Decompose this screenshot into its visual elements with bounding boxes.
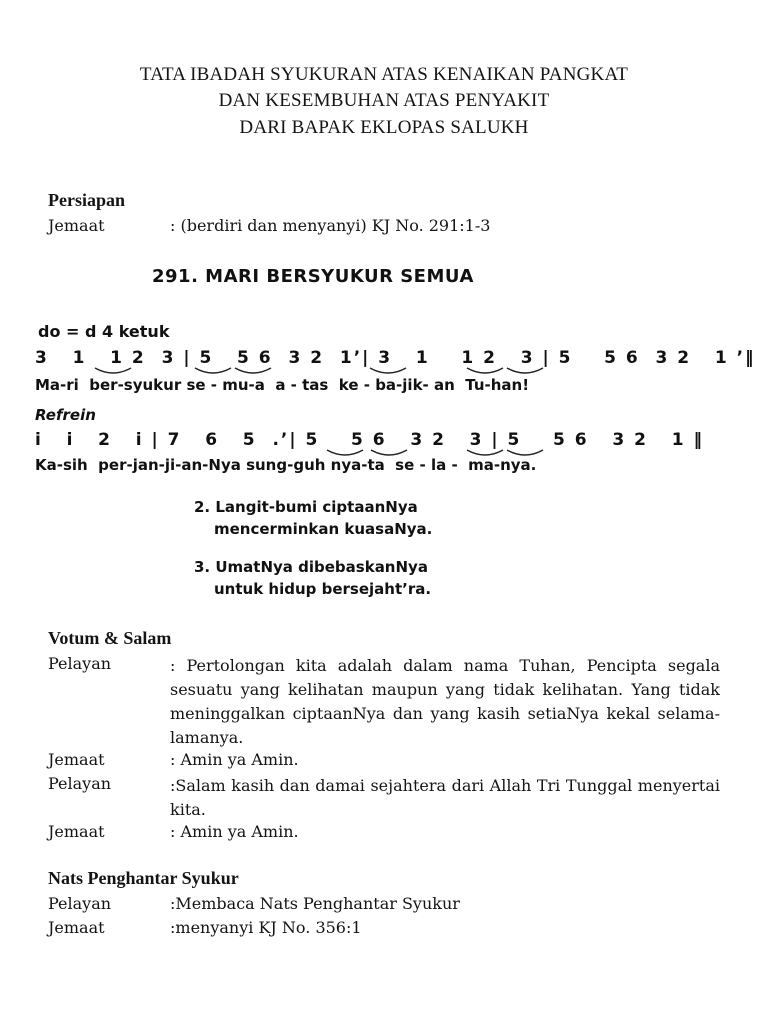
section-heading-nats: Nats Penghantar Syukur (48, 868, 239, 888)
role-label: Jemaat (48, 918, 105, 937)
slur-marks-line-1 (35, 364, 595, 404)
hymn-verse-2 (194, 496, 432, 540)
section-heading-persiapan: Persiapan (48, 190, 126, 210)
verse-2-line-2: mencerminkan kuasaNya. (214, 520, 433, 538)
hymn-key: do = d 4 ketuk (38, 322, 170, 341)
role-text: : Amin ya Amin. (170, 750, 299, 769)
role-text: : Amin ya Amin. (170, 822, 299, 841)
hymn-lyrics-line-1: Ma-ri ber-syukur se - mu-a a - tas ke - ba-jik- an Tu-han! (35, 376, 530, 394)
hymn-refrein-label: Refrein (35, 406, 96, 424)
verse-2-line-1: 2. Langit-bumi ciptaanNya (194, 498, 418, 516)
role-text: :Salam kasih dan damai sejahtera dari Allah Tri Tunggal menyertai kita. (170, 776, 720, 819)
hymn-notes-line-1: 3 1 1 2 3 | 5 5 6 3 2 1’| 3 1 1 2 3 | 5 5 6 3 2 1 ’‖ (35, 348, 756, 368)
role-text: :Membaca Nats Penghantar Syukur (170, 894, 460, 913)
title-line-3: DARI BAPAK EKLOPAS SALUKH (239, 117, 529, 138)
verse-3-line-1: 3. UmatNya dibebaskanNya (194, 558, 428, 576)
section-heading-votum: Votum & Salam (48, 628, 172, 648)
hymn-notes-line-2: i i 2 i | 7 6 5 .’| 5 5 6 3 2 3 | 5 5 6 3 2 1 ‖ (35, 430, 704, 450)
role-label: Pelayan (48, 654, 112, 673)
verse-3-line-2: untuk hidup bersejaht’ra. (214, 580, 432, 598)
role-text: : Pertolongan kita adalah dalam nama Tuhan, Pencipta segala sesuatu yang kelihatan maupun yang tidak kelihatan. Yang tidak meninggalkan ciptaanNya dan yang kasih setiaNya kekal selama-lamanya. (170, 656, 720, 747)
hymn-lyrics-line-2: Ka-sih per-jan-ji-an-Nya sung-guh nya-ta se - la - ma-nya. (35, 456, 537, 474)
role-label: Jemaat (48, 822, 105, 841)
role-label: Jemaat (48, 750, 105, 769)
role-label: Pelayan (48, 894, 112, 913)
role-text: :menyanyi KJ No. 356:1 (170, 918, 362, 937)
role-text: : (berdiri dan menyanyi) KJ No. 291:1-3 (170, 216, 491, 235)
hymn-score (35, 258, 756, 618)
title-line-1: TATA IBADAH SYUKURAN ATAS KENAIKAN PANGKAT (139, 64, 629, 85)
hymn-verse-3 (194, 556, 431, 600)
role-label: Jemaat (48, 216, 105, 235)
hymn-title: 291. MARI BERSYUKUR SEMUA (152, 266, 474, 287)
role-label: Pelayan (48, 774, 112, 793)
slur-marks-line-2 (35, 446, 595, 486)
title-line-2: DAN KESEMBUHAN ATAS PENYAKIT (218, 90, 550, 111)
